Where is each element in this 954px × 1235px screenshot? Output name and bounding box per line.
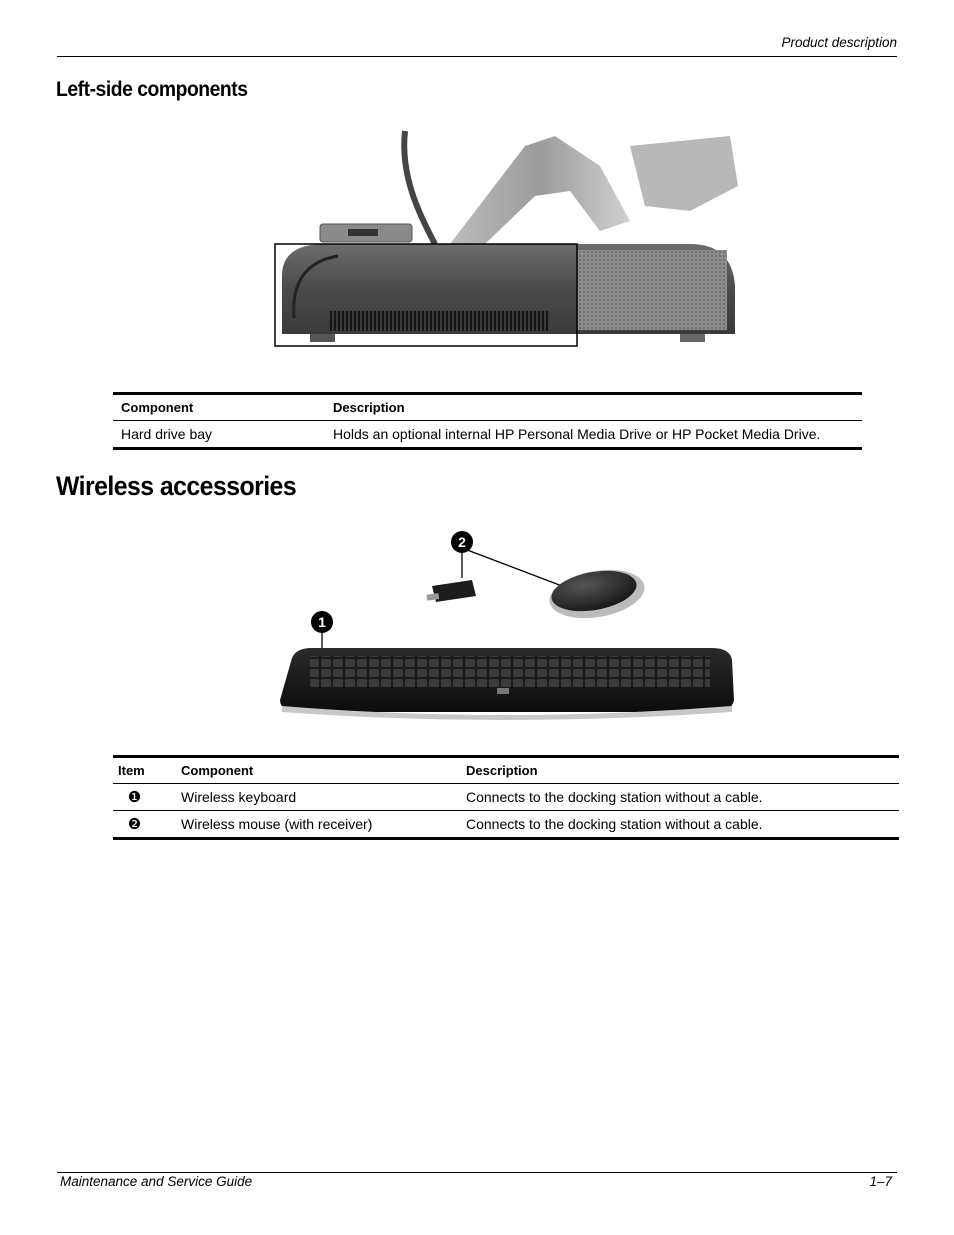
left-side-components-table bbox=[113, 392, 862, 450]
section-heading-wireless: Wireless accessories bbox=[56, 471, 297, 501]
callout-label: 1 bbox=[318, 614, 326, 630]
footer-rule bbox=[57, 1172, 897, 1173]
item-number: ❶ bbox=[113, 784, 181, 811]
left-side-figure bbox=[270, 126, 740, 352]
column-header: Item bbox=[113, 757, 181, 784]
running-header: Product description bbox=[781, 35, 897, 50]
description-cell: Holds an optional internal HP Personal Media Drive or HP Pocket Media Drive. bbox=[333, 426, 821, 442]
column-header: Component bbox=[113, 394, 333, 421]
wireless-accessories-table bbox=[113, 755, 899, 840]
component-cell: Wireless keyboard bbox=[181, 784, 466, 811]
section-heading-left-side: Left-side components bbox=[56, 78, 248, 101]
table-row bbox=[113, 811, 899, 839]
callout-2 bbox=[451, 531, 473, 553]
callout-label: 2 bbox=[458, 534, 466, 550]
component-cell: Hard drive bay bbox=[121, 426, 213, 442]
description-cell: Connects to the docking station without a cable. bbox=[466, 784, 899, 811]
page-number: 1–7 bbox=[869, 1174, 892, 1189]
item-number: ❷ bbox=[127, 816, 142, 833]
description-cell: Connects to the docking station without a cable. bbox=[466, 816, 763, 832]
column-header: Description bbox=[333, 394, 862, 421]
column-header: Description bbox=[466, 757, 899, 784]
component-cell: Wireless mouse (with receiver) bbox=[181, 816, 373, 832]
table-row bbox=[113, 784, 899, 811]
callout-1 bbox=[311, 611, 333, 633]
column-header: Component bbox=[181, 757, 466, 784]
header-rule bbox=[57, 56, 897, 57]
wireless-accessories-figure bbox=[272, 528, 742, 720]
footer-guide-title: Maintenance and Service Guide bbox=[60, 1174, 253, 1189]
table-row bbox=[113, 421, 862, 449]
